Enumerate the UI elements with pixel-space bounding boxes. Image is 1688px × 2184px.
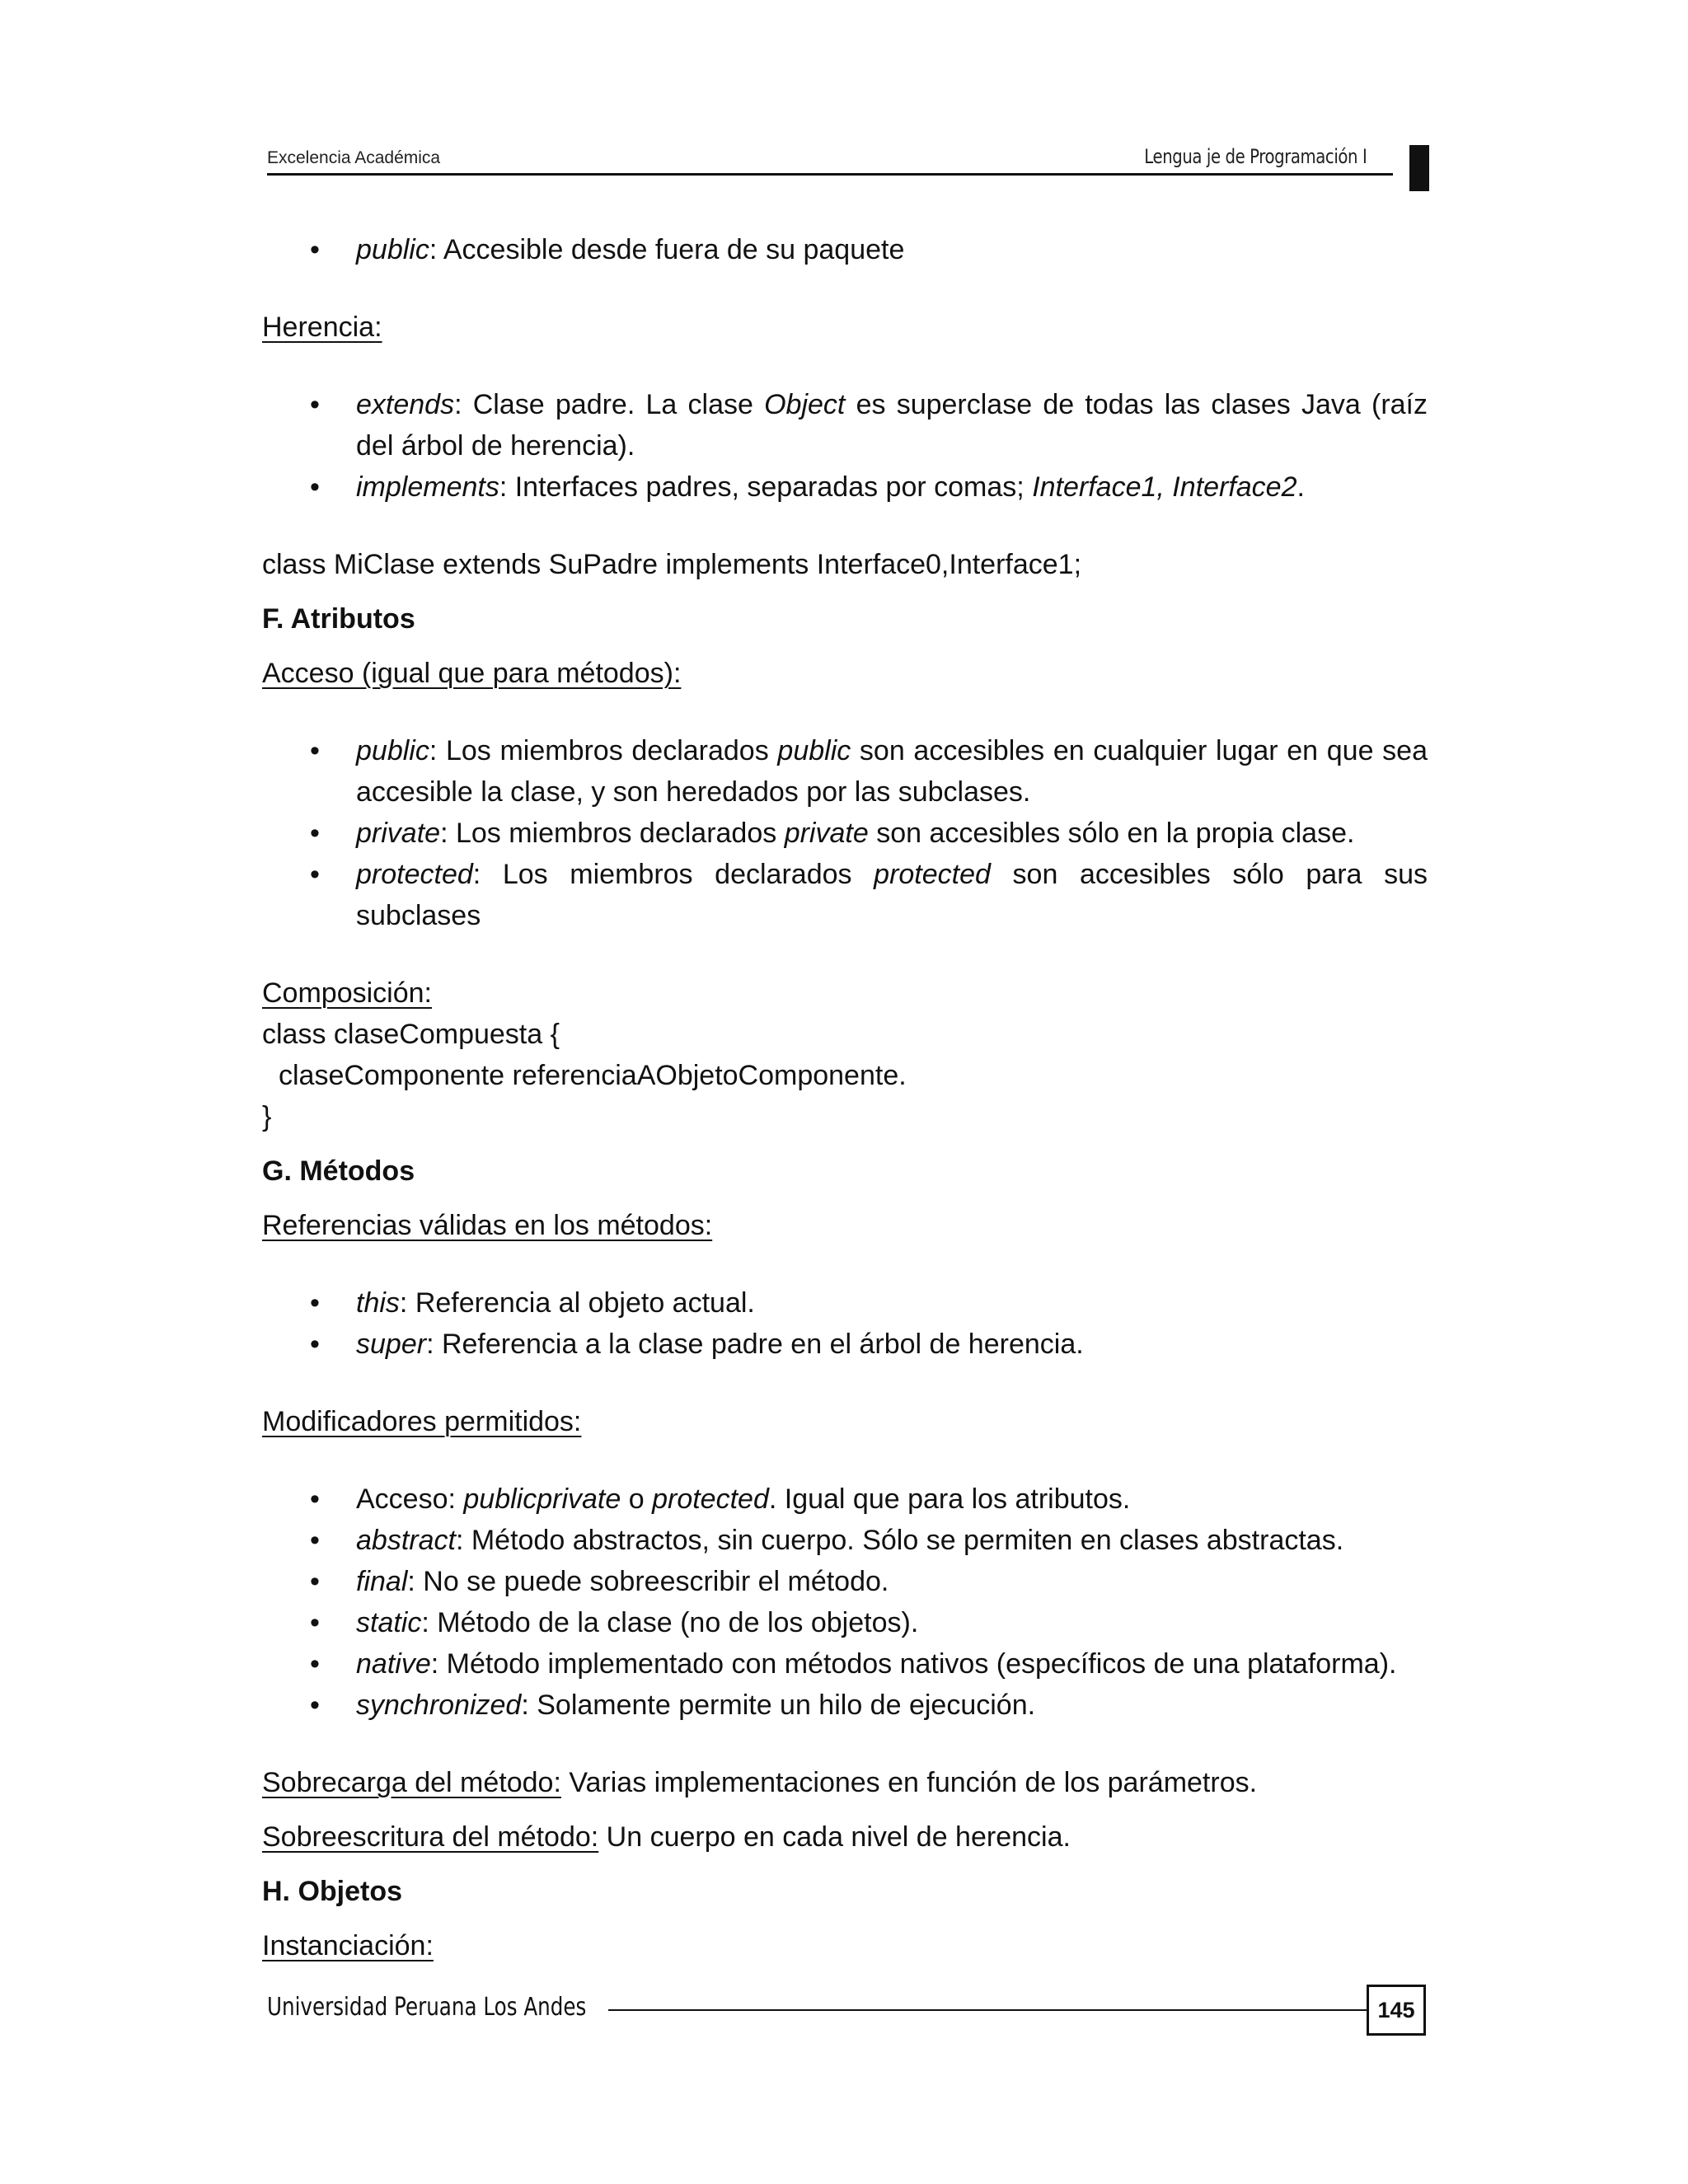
heading-herencia: Herencia: (262, 312, 382, 343)
bullet-list-modificadores (262, 1479, 1428, 1726)
footer-rule (608, 2009, 1367, 2011)
paragraph-sobreescritura: Sobreescritura del método: Un cuerpo en cada nivel de herencia. (262, 1821, 1071, 1853)
list-item: • protected: Los miembros declarados protected son accesibles sólo para sus subclases (262, 854, 1428, 936)
list-item: • public: Los miembros declarados public son accesibles en cualquier lugar en que sea accesible la clase, y son heredados por las subclases. (262, 730, 1428, 813)
header-rule (267, 173, 1393, 176)
code-line: } (262, 1101, 272, 1132)
list-item: • implements: Interfaces padres, separadas por comas; Interface1, Interface2. (262, 466, 1428, 508)
code-class-declaration: class MiClase extends SuPadre implements Interface0,Interface1; (262, 549, 1082, 580)
bullet-list-referencias (262, 1282, 1428, 1365)
list-item: • private: Los miembros declarados private son accesibles sólo en la propia clase. (262, 813, 1428, 854)
page-number: 145 (1367, 1985, 1426, 2036)
section-heading-objetos: H. Objetos (262, 1876, 403, 1907)
section-heading-atributos: F. Atributos (262, 603, 415, 635)
heading-composicion: Composición: (262, 977, 432, 1009)
header-black-tab (1409, 145, 1429, 191)
footer-university: Universidad Peruana Los Andes (267, 1993, 587, 2022)
header-left-title: Excelencia Académica (267, 148, 441, 167)
heading-acceso: Acceso (igual que para métodos): (262, 658, 682, 689)
bullet-list-acceso (262, 730, 1428, 936)
list-item: • static: Método de la clase (no de los objetos). (262, 1602, 1428, 1643)
heading-modificadores: Modificadores permitidos: (262, 1406, 582, 1437)
list-item: • this: Referencia al objeto actual. (262, 1282, 1428, 1324)
list-item: • abstract: Método abstractos, sin cuerpo. Sólo se permiten en clases abstractas. (262, 1520, 1428, 1561)
list-item: • native: Método implementado con métodos nativos (específicos de una plataforma). (262, 1643, 1428, 1685)
paragraph-sobrecarga: Sobrecarga del método: Varias implementaciones en función de los parámetros. (262, 1767, 1258, 1798)
page-content (262, 229, 1428, 1966)
list-item: • final: No se puede sobreescribir el método. (262, 1561, 1428, 1602)
term: public (356, 234, 429, 265)
list-item: • super: Referencia a la clase padre en el árbol de herencia. (262, 1324, 1428, 1365)
list-item: • public: Accesible desde fuera de su paquete (262, 229, 1428, 270)
bullet-list-top (262, 229, 1428, 270)
heading-instanciacion: Instanciación: (262, 1930, 434, 1961)
list-item: • extends: Clase padre. La clase Object es superclase de todas las clases Java (raíz del árbol de herencia). (262, 384, 1428, 466)
list-item: • Acceso: publicprivate o protected. Igual que para los atributos. (262, 1479, 1428, 1520)
bullet-list-herencia (262, 384, 1428, 508)
header-right-title: Lengua je de Programación I (1143, 145, 1367, 168)
heading-referencias: Referencias válidas en los métodos: (262, 1210, 713, 1241)
section-heading-metodos: G. Métodos (262, 1155, 415, 1187)
code-line: class claseCompuesta { (262, 1019, 560, 1050)
code-line: claseComponente referenciaAObjetoComponente. (279, 1060, 907, 1091)
list-item: • synchronized: Solamente permite un hilo de ejecución. (262, 1685, 1428, 1726)
